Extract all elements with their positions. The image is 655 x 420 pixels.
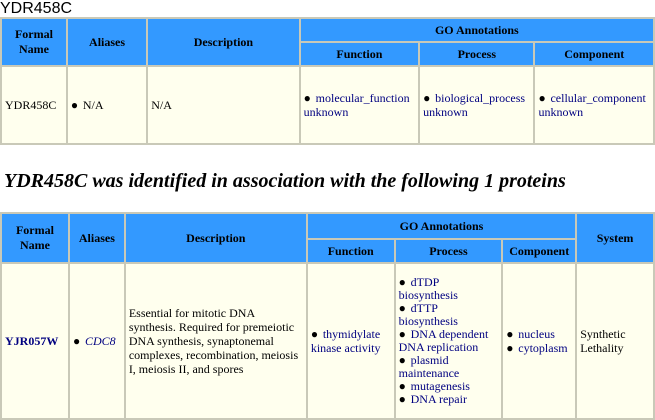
header-process: Process (396, 240, 502, 262)
list-item (506, 327, 572, 341)
bullet-icon: ● (398, 353, 406, 367)
protein-association-table (0, 212, 655, 420)
list-item (506, 341, 572, 355)
header-process: Process (420, 43, 533, 65)
bullet-icon: ● (538, 91, 546, 105)
header-system: System (577, 214, 653, 262)
cell-description: Essential for mitotic DNA synthesis. Required for premeiotic DNA synthesis, synaptonemal complexes, recombination, meiosis I, meiosis II, and spores (126, 264, 306, 418)
page-title: YDR458C (0, 0, 73, 17)
cell-component (535, 67, 653, 143)
bullet-icon: ● (398, 327, 406, 341)
process-link[interactable]: dTDP biosynthesis (398, 275, 458, 302)
header-description: Description (148, 19, 298, 65)
cell-formal-name (2, 264, 68, 418)
header-go-annotations: GO Annotations (308, 214, 575, 238)
header-aliases: Aliases (68, 19, 146, 65)
bullet-icon: ● (398, 301, 406, 315)
list-item (399, 328, 499, 354)
table-row (2, 264, 653, 418)
component-link[interactable]: cytoplasm (518, 341, 568, 355)
header-formal-name (2, 19, 66, 65)
cell-description: N/A (148, 67, 298, 143)
header-function: Function (308, 240, 394, 262)
component-link[interactable]: nucleus (518, 327, 555, 341)
process-link[interactable]: DNA repair (410, 392, 467, 406)
function-link[interactable]: thymidylate kinase activity (310, 327, 381, 355)
bullet-icon: ● (398, 392, 406, 406)
header-formal-name-label: Formal Name (14, 27, 53, 56)
protein-link[interactable]: YJR057W (5, 334, 59, 348)
header-go-annotations: GO Annotations (301, 19, 653, 41)
header-formal-name (2, 214, 68, 262)
component-link[interactable]: cellular_component unknown (538, 91, 646, 119)
cell-formal-name: YDR458C (2, 67, 66, 143)
gene-info-table (0, 17, 655, 145)
bullet-icon: ● (70, 98, 79, 112)
header-component: Component (535, 43, 653, 65)
header-component: Component (503, 240, 575, 262)
cell-aliases (68, 67, 146, 143)
header-function: Function (301, 43, 418, 65)
alias-value: N/A (82, 98, 104, 112)
process-link[interactable]: dTTP biosynthesis (398, 301, 458, 328)
list-item (399, 302, 499, 328)
bullet-icon: ● (303, 91, 311, 105)
table-row (2, 67, 653, 143)
header-aliases: Aliases (70, 214, 124, 262)
section-heading: YDR458C was identified in association with the following 1 proteins (4, 170, 566, 192)
process-link[interactable]: mutagenesis (410, 379, 470, 393)
cell-aliases (70, 264, 124, 418)
bullet-icon: ● (72, 334, 81, 348)
bullet-icon: ● (506, 327, 514, 341)
cell-process (396, 264, 502, 418)
header-description: Description (126, 214, 306, 262)
cell-component (503, 264, 575, 418)
process-link[interactable]: biological_process unknown (423, 91, 526, 119)
list-item (399, 393, 499, 406)
function-link[interactable]: molecular_function unknown (303, 91, 410, 119)
list-item (399, 276, 499, 302)
list-item (399, 354, 499, 380)
bullet-icon: ● (398, 275, 406, 289)
bullet-icon: ● (506, 341, 514, 355)
process-link[interactable]: plasmid maintenance (398, 353, 460, 380)
process-link[interactable]: DNA dependent DNA replication (398, 327, 489, 354)
cell-process (420, 67, 533, 143)
header-formal-name-label: Formal Name (15, 223, 54, 252)
bullet-icon: ● (310, 327, 319, 341)
cell-function (301, 67, 418, 143)
bullet-icon: ● (398, 379, 406, 393)
cell-function (308, 264, 394, 418)
cell-system: Synthetic Lethality (577, 264, 653, 418)
alias-link[interactable]: CDC8 (84, 334, 116, 348)
bullet-icon: ● (423, 91, 431, 105)
